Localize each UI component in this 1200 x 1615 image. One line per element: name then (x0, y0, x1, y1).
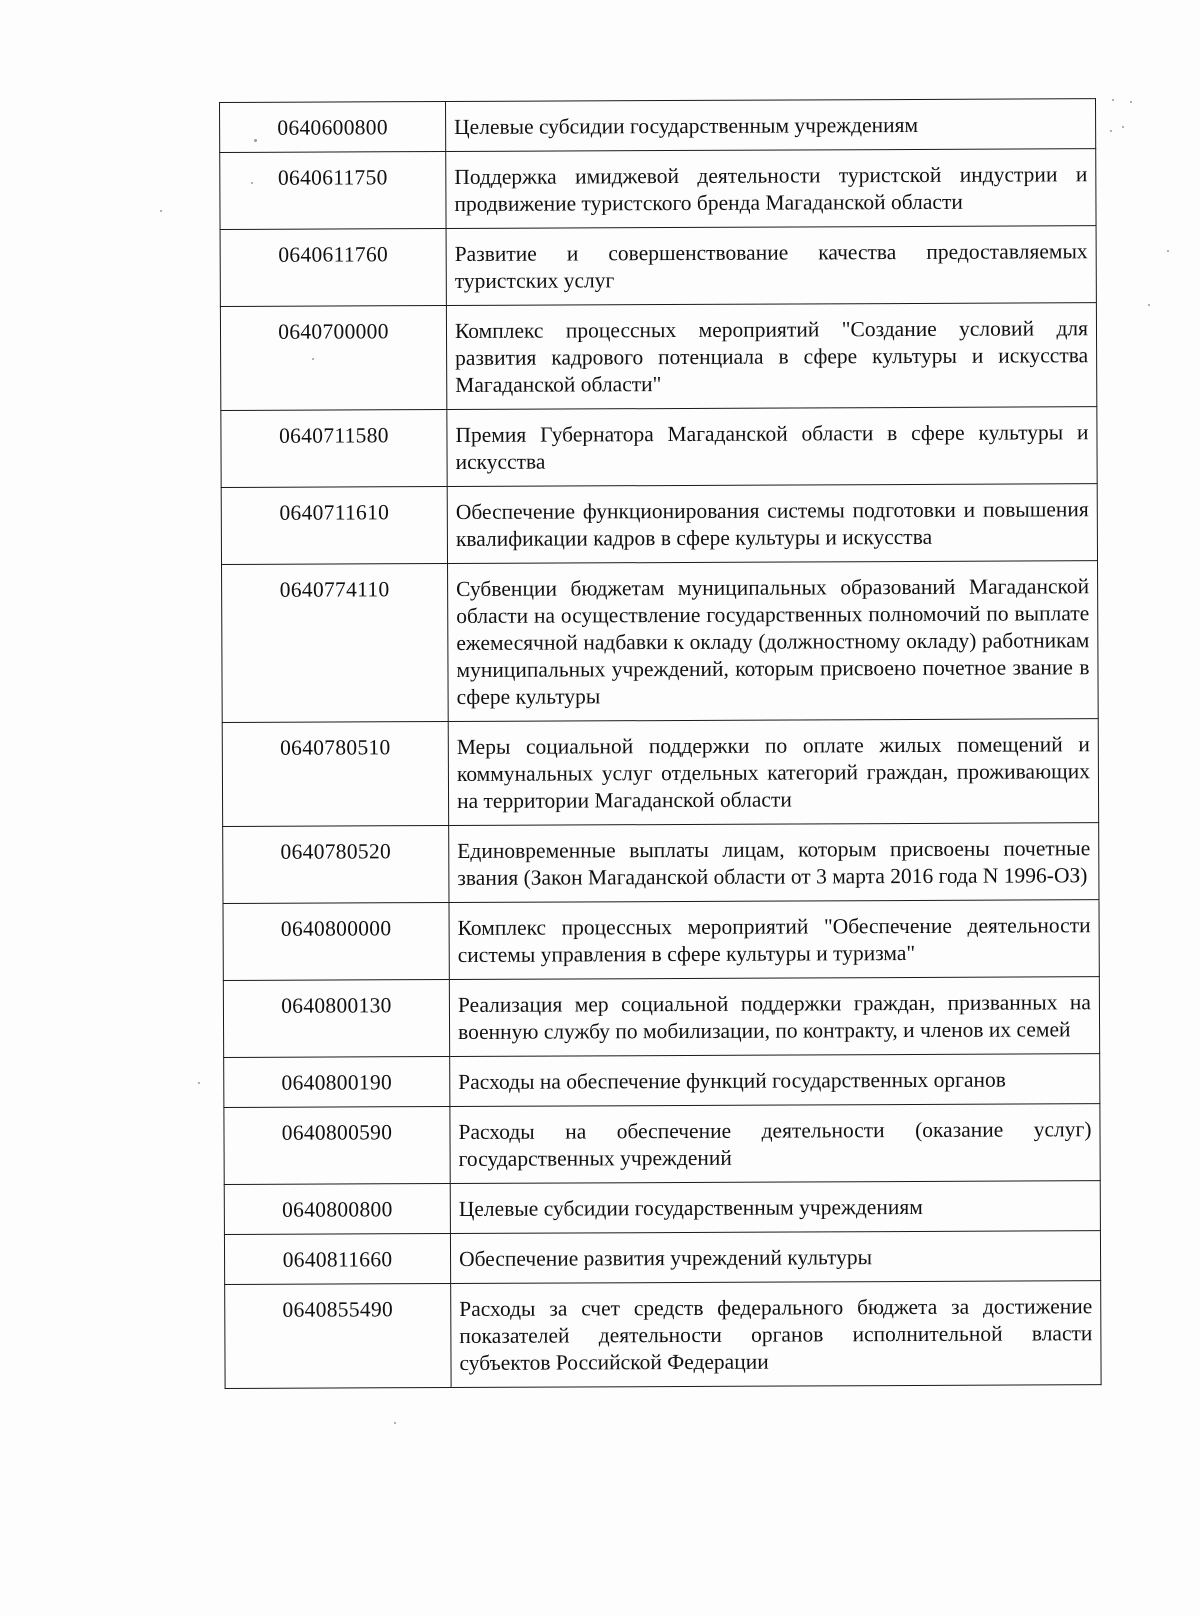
row-description: Целевые субсидии государственным учреждениям (450, 1181, 1100, 1234)
scan-speck (1112, 99, 1114, 101)
scan-speck (1130, 101, 1132, 103)
row-description: Комплекс процессных мероприятий "Обеспечение деятельности системы управления в сфере культуры и туризма" (449, 900, 1099, 980)
table-row (220, 226, 1096, 307)
row-code: 0640855490 (225, 1284, 451, 1389)
row-code: 0640774110 (222, 564, 449, 723)
row-code: 0640800190 (224, 1057, 450, 1108)
row-description: Поддержка имиджевой деятельности туристской индустрии и продвижение туристского бренда Магаданской области (446, 149, 1096, 229)
scan-speck (394, 1422, 396, 1424)
table-row (223, 900, 1099, 981)
row-description: Субвенции бюджетам муниципальных образований Магаданской области на осуществление государственных полномочий по выплате ежемесячной надбавки к окладу (должностному окладу) работникам муниципальных учреждений, которым присвоено почетное звание в сфере культуры (448, 561, 1099, 722)
scan-speck (254, 139, 257, 142)
row-description: Меры социальной поддержки по оплате жилых помещений и коммунальных услуг отдельных категорий граждан, проживающих на территории Магаданской области (448, 719, 1098, 826)
row-code: 0640711610 (221, 487, 447, 565)
table-row (224, 1181, 1100, 1235)
row-code: 0640700000 (220, 306, 446, 411)
row-description: Расходы на обеспечение функций государственных органов (450, 1054, 1100, 1107)
table-row (220, 303, 1096, 411)
scan-speck (251, 182, 253, 184)
scan-speck (312, 358, 314, 360)
row-description: Обеспечение развития учреждений культуры (450, 1231, 1100, 1284)
row-description: Комплекс процессных мероприятий "Создание условий для развития кадрового потенциала в сфере культуры и искусства Магаданской области" (446, 303, 1096, 410)
scan-speck (1122, 126, 1124, 128)
table-row (223, 977, 1099, 1058)
row-code: 0640800130 (223, 980, 449, 1058)
table-row (224, 1231, 1100, 1285)
table-row (220, 99, 1096, 153)
row-code: 0640780510 (222, 722, 448, 827)
table-row (221, 407, 1097, 488)
row-code: 0640600800 (220, 102, 446, 153)
row-description: Развитие и совершенствование качества предоставляемых туристских услуг (446, 226, 1096, 306)
row-description: Расходы за счет средств федерального бюджета за достижение показателей деятельности органов исполнительной власти субъектов Российской Федерации (451, 1281, 1101, 1388)
scan-speck (1148, 304, 1150, 306)
scan-speck (198, 1082, 200, 1084)
row-code: 0640711580 (221, 410, 447, 488)
table-row (225, 1281, 1101, 1389)
row-code: 0640611760 (220, 229, 446, 307)
table-row (223, 823, 1099, 904)
table-row (224, 1104, 1100, 1185)
row-description: Расходы на обеспечение деятельности (оказание услуг) государственных учреждений (450, 1104, 1100, 1184)
row-description: Реализация мер социальной поддержки граждан, призванных на военную службу по мобилизации, по контракту, и членов их семей (449, 977, 1099, 1057)
table-row (220, 149, 1096, 230)
row-code: 0640780520 (223, 826, 449, 904)
row-code: 0640800800 (224, 1184, 450, 1235)
scan-speck (1167, 250, 1169, 252)
row-description: Премия Губернатора Магаданской области в сфере культуры и искусства (447, 407, 1097, 487)
scan-speck (160, 210, 162, 212)
row-code: 0640811660 (224, 1234, 450, 1285)
table-row (224, 1054, 1100, 1108)
table-row (222, 561, 1099, 723)
row-description: Обеспечение функционирования системы подготовки и повышения квалификации кадров в сфере культуры и искусства (447, 484, 1097, 564)
scan-speck (1110, 130, 1112, 132)
row-code: 0640800000 (223, 903, 449, 981)
row-code: 0640800590 (224, 1107, 450, 1185)
table-row (222, 719, 1098, 827)
table-row (221, 484, 1097, 565)
row-code: 0640611750 (220, 152, 446, 230)
row-description: Целевые субсидии государственным учреждениям (446, 99, 1096, 152)
budget-codes-table (219, 98, 1102, 1389)
row-description: Единовременные выплаты лицам, которым присвоены почетные звания (Закон Магаданской области от 3 марта 2016 года N 1996-ОЗ) (449, 823, 1099, 903)
